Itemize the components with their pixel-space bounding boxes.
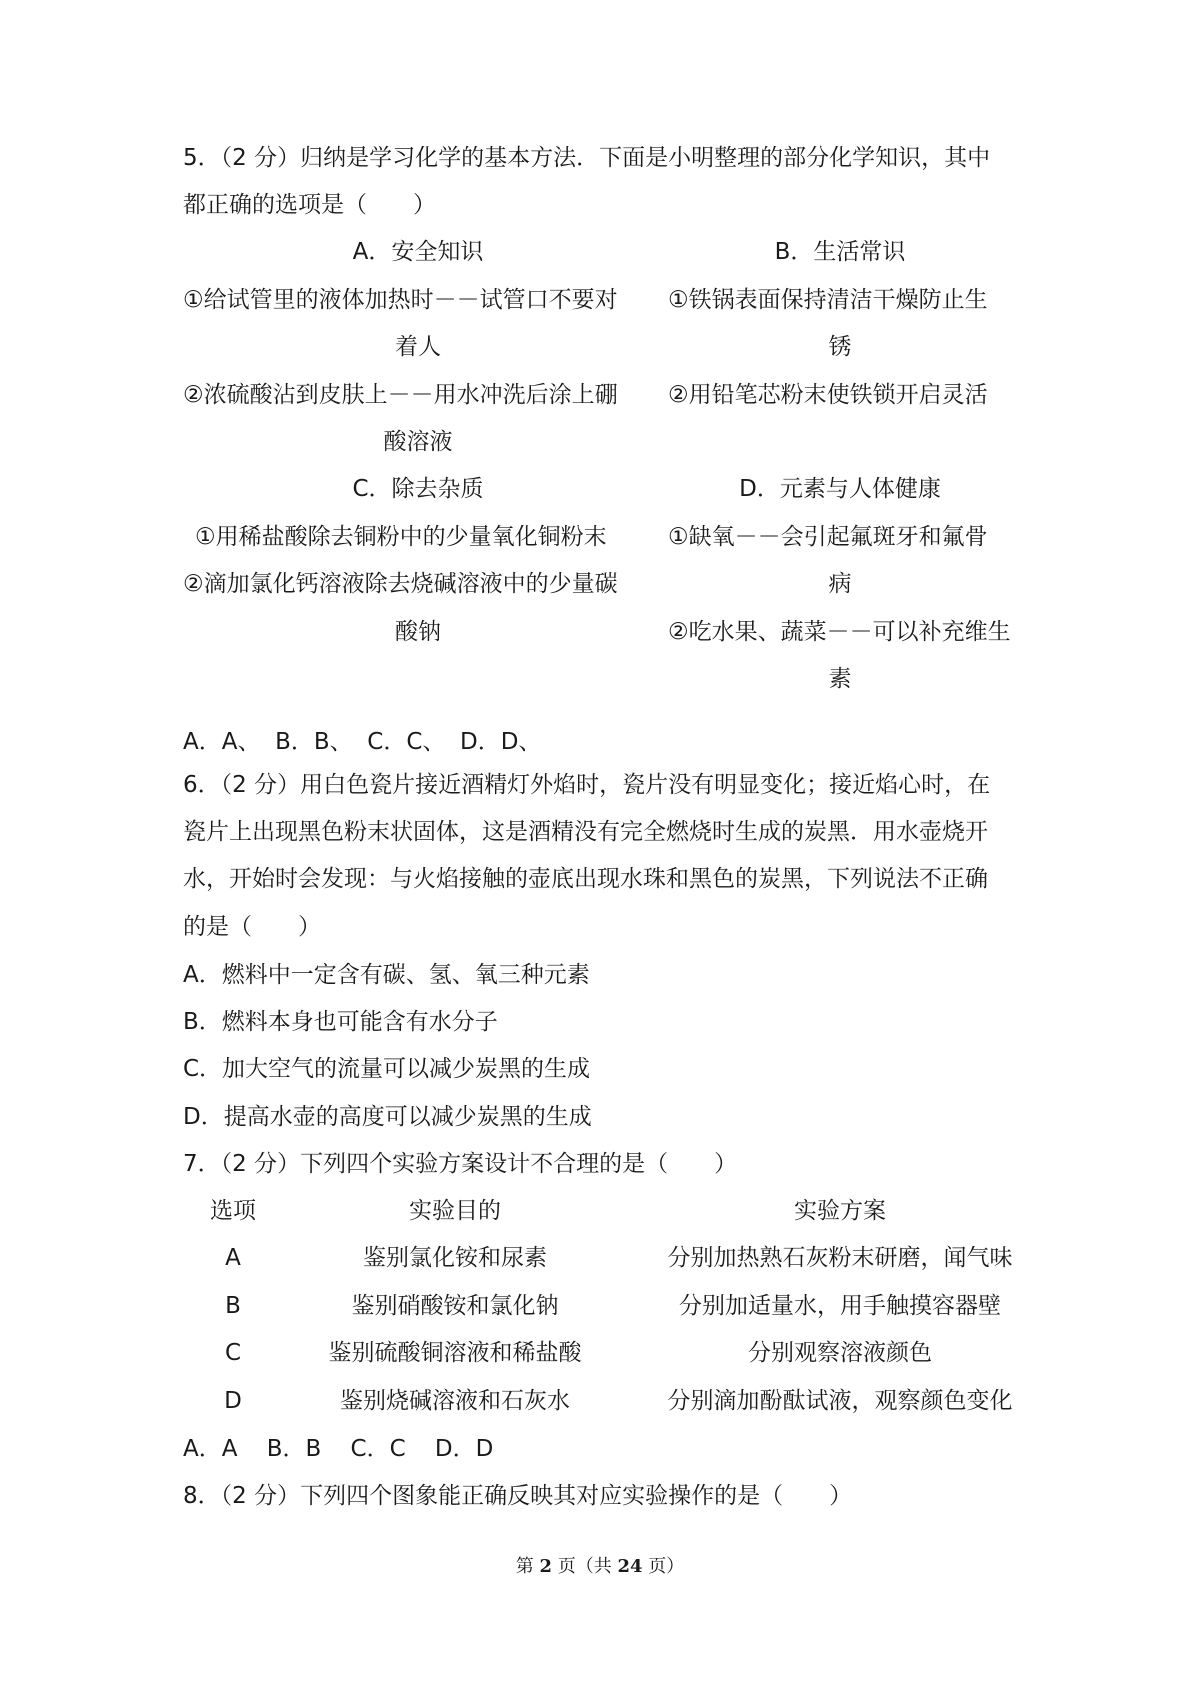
- q5-table-d-item2-cont: 素: [828, 666, 852, 692]
- q5-table-a-item2: ②浓硫酸沾到皮肤上－－用水冲洗后涂上硼: [183, 382, 618, 408]
- q6-stem-line4: 的是（ ）: [183, 914, 321, 940]
- q6-stem-line2: 瓷片上出现黑色粉末状固体，这是酒精没有完全燃烧时生成的炭黑．用水壶烧开: [183, 819, 988, 845]
- q7-row-a-purpose: 鉴别氯化铵和尿素: [363, 1245, 547, 1271]
- q5-table-b-item1: ①铁锅表面保持清洁干燥防止生: [668, 287, 988, 313]
- q7-row-c-purpose: 鉴别硫酸铜溶液和稀盐酸: [328, 1340, 582, 1366]
- q7-header-plan: 实验方案: [794, 1198, 886, 1224]
- q5-table-d-title: D．元素与人体健康: [739, 476, 941, 502]
- q5-table-a-item1: ①给试管里的液体加热时－－试管口不要对: [183, 287, 618, 313]
- footer-suffix: 页）: [642, 1556, 685, 1577]
- q5-table-a-title: A．安全知识: [352, 239, 484, 265]
- q7-row-d-purpose: 鉴别烧碱溶液和石灰水: [340, 1388, 570, 1414]
- q5-table-a-item1-cont: 着人: [395, 334, 441, 360]
- q5-table-b-title: B．生活常识: [774, 239, 906, 265]
- q5-table-b-item2: ②用铅笔芯粉末使铁锁开启灵活: [668, 382, 988, 408]
- q6-option-c: C．加大空气的流量可以减少炭黑的生成: [183, 1056, 591, 1082]
- q7-answer-options: A．A B．B C．C D．D: [183, 1436, 494, 1462]
- q6-option-d: D．提高水壶的高度可以减少炭黑的生成: [183, 1104, 592, 1130]
- q7-row-b-option: B: [225, 1293, 241, 1319]
- q5-table-d-item1: ①缺氧－－会引起氟斑牙和氟骨: [668, 524, 988, 550]
- q5-stem-line1: 5．（2 分）归纳是学习化学的基本方法．下面是小明整理的部分化学知识，其中: [183, 145, 991, 171]
- q7-header-purpose: 实验目的: [409, 1198, 501, 1224]
- q7-row-a-option: A: [225, 1245, 241, 1271]
- footer-total-pages: 24: [617, 1556, 643, 1577]
- q6-option-a: A．燃料中一定含有碳、氢、氧三种元素: [183, 962, 590, 988]
- q5-table-c-item2: ②滴加氯化钙溶液除去烧碱溶液中的少量碳: [183, 571, 618, 597]
- q7-row-b-purpose: 鉴别硝酸铵和氯化钠: [351, 1293, 559, 1319]
- q7-row-b-plan: 分别加适量水，用手触摸容器壁: [679, 1293, 1001, 1319]
- q6-stem-line3: 水，开始时会发现：与火焰接触的壶底出现水珠和黑色的炭黑，下列说法不正确: [183, 866, 988, 892]
- q5-table-c-item1: ①用稀盐酸除去铜粉中的少量氧化铜粉末: [195, 524, 607, 550]
- footer-prefix: 第: [515, 1556, 540, 1577]
- q5-answer-options: A．A、 B．B、 C．C、 D．D、: [183, 729, 542, 755]
- q7-stem: 7．（2 分）下列四个实验方案设计不合理的是（ ）: [183, 1151, 738, 1177]
- q8-stem: 8．（2 分）下列四个图象能正确反映其对应实验操作的是（ ）: [183, 1483, 853, 1509]
- q7-row-d-plan: 分别滴加酚酞试液，观察颜色变化: [667, 1388, 1013, 1414]
- q5-stem-line2: 都正确的选项是（ ）: [183, 192, 436, 218]
- q6-option-b: B．燃料本身也可能含有水分子: [183, 1009, 498, 1035]
- q6-stem-line1: 6．（2 分）用白色瓷片接近酒精灯外焰时，瓷片没有明显变化；接近焰心时，在: [183, 772, 991, 798]
- footer-middle: 页（共: [552, 1556, 618, 1577]
- q5-table-d-item1-cont: 病: [828, 571, 852, 597]
- q7-row-c-option: C: [224, 1340, 242, 1366]
- footer-page-number: 2: [539, 1556, 552, 1577]
- q5-table-a-item2-cont: 酸溶液: [383, 429, 453, 455]
- q7-row-a-plan: 分别加热熟石灰粉末研磨，闻气味: [667, 1245, 1013, 1271]
- q7-header-option: 选项: [210, 1198, 256, 1224]
- q7-row-d-option: D: [224, 1388, 242, 1414]
- q5-table-d-item2: ②吃水果、蔬菜－－可以补充维生: [668, 619, 1011, 645]
- page-footer: [0, 1555, 1200, 1579]
- q5-table-b-item1-cont: 锈: [828, 334, 852, 360]
- q5-table-c-item2-cont: 酸钠: [395, 619, 441, 645]
- q7-row-c-plan: 分别观察溶液颜色: [748, 1340, 932, 1366]
- q5-table-c-title: C．除去杂质: [352, 476, 484, 502]
